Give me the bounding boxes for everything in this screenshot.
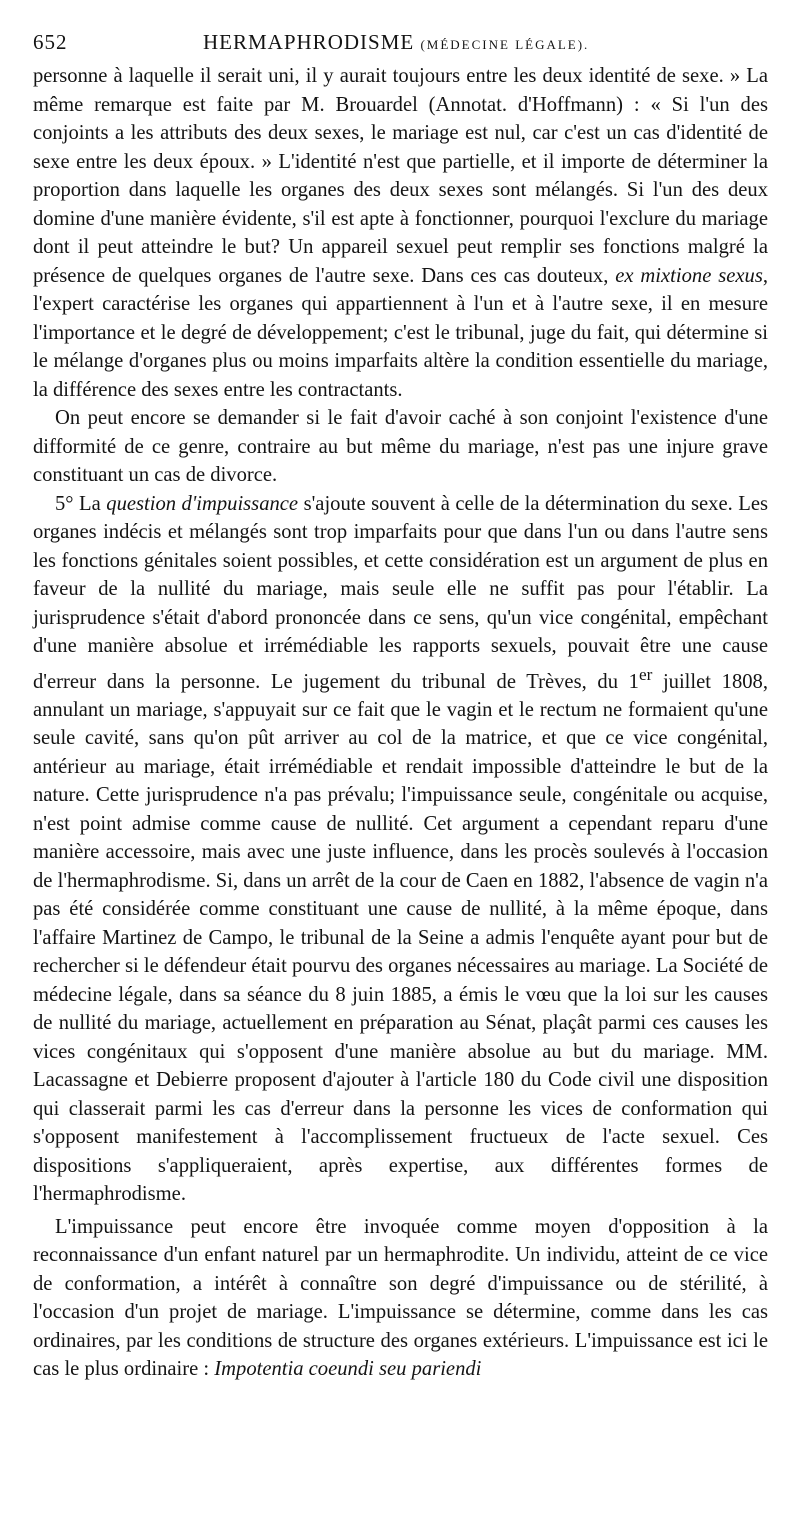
- book-page: [33, 22, 768, 1384]
- running-subtitle: (MÉDECINE LÉGALE).: [420, 37, 590, 52]
- body-text: [33, 62, 768, 1384]
- section-heading-italic: question d'impuissance: [106, 492, 299, 515]
- section-number: 5° La: [55, 492, 107, 515]
- paragraph-1: [33, 62, 768, 404]
- latin-phrase-end: Impotentia coeundi seu pariendi: [214, 1358, 482, 1381]
- paragraph-3-text: s'ajoute souvent à celle de la détermination du sexe. Les organes indécis et mélangés sont trop imparfaits pour que dans l'un ou dans l'autre sens les fonctions génitales soient possibles, et cette considération est un argument de plus en faveur de la nullité du mariage, mais seule elle ne suffit pas pour l'établir. La jurisprudence s'était d'abord prononcée dans ce sens, qu'un vice congénital, empêchant d'une manière absolue et irrémédiable les rapports sexuels, pouvait être une cause d'erreur dans la personne. Le jugement du tribunal de Trèves, du 1: [33, 492, 768, 693]
- running-head: [203, 30, 589, 55]
- page-number: 652: [33, 30, 68, 54]
- running-title: HERMAPHRODISME: [203, 30, 415, 54]
- paragraph-1-text-cont: , l'expert caractérise les organes qui appartiennent à l'un et à l'autre sexe, il en mesure l'importance et le degré de développement; c'est le tribunal, juge du fait, qui détermine si le mélange d'organes plus ou moins imparfaits altère la condition essentielle du mariage, la différence des sexes entre les contractants.: [33, 264, 768, 401]
- ordinal-suffix: er: [638, 664, 653, 684]
- page-header: [33, 22, 768, 62]
- latin-phrase: ex mixtione sexus: [615, 264, 763, 287]
- paragraph-2: [33, 404, 768, 490]
- paragraph-1-text: personne à laquelle il serait uni, il y aurait toujours entre les deux identité de sexe. » La même remarque est faite par M. Brouardel (Annotat. d'Hoffmann) : « Si l'un des conjoints a les attributs des deux sexes, le mariage est nul, car c'est un cas d'identité de sexe entre les deux époux. » L'identité n'est que partielle, et il importe de déterminer la proportion dans laquelle les organes des deux sexes sont mélangés. Si l'un des deux domine d'une manière évidente, s'il est apte à fonctionner, pourquoi l'exclure du mariage dont il peut atteindre le but? Un appareil sexuel peut remplir ses fonctions malgré la présence de quelques organes de l'autre sexe. Dans ces cas douteux,: [33, 65, 768, 287]
- paragraph-3: [33, 490, 768, 1209]
- paragraph-2-text: On peut encore se demander si le fait d'avoir caché à son conjoint l'existence d'une difformité de ce genre, contraire au but même du mariage, n'est pas une injure grave constituant un cas de divorce.: [33, 407, 768, 486]
- paragraph-4: [33, 1213, 768, 1384]
- paragraph-4-text: L'impuissance peut encore être invoquée comme moyen d'opposition à la reconnaissance d'un enfant naturel par un hermaphrodite. Un individu, atteint de ce vice de conformation, a intérêt à connaître son degré d'impuissance ou de stérilité, à l'occasion d'un projet de mariage. L'impuissance se détermine, comme dans les cas ordinaires, par les conditions de structure des organes extérieurs. L'impuissance est ici le cas le plus ordinaire :: [33, 1215, 768, 1381]
- paragraph-3-text-cont: juillet 1808, annulant un mariage, s'appuyait sur ce fait que le vagin et le rectum ne formaient qu'une seule cavité, sans qu'on pût arriver au col de la matrice, et que ce vice congénital, antérieur au mariage, était irrémédiable et rendait impossible d'atteindre le but de la nature. Cette jurisprudence n'a pas prévalu; l'impuissance seule, congénitale ou acquise, n'est point admise comme cause de nullité. Cet argument a cependant reparu d'une manière accessoire, mais avec une juste influence, dans les procès soulevés à l'occasion de l'hermaphrodisme. Si, dans un arrêt de la cour de Caen en 1882, l'absence de vagin n'a pas été considérée comme constituant une cause de nullité, à la même époque, dans l'affaire Martinez de Campo, le tribunal de la Seine a admis l'enquête ayant pour but de rechercher si le défendeur était pourvu des organes nécessaires au mariage. La Société de médecine légale, dans sa séance du 8 juin 1885, a émis le vœu que la loi sur les causes de nullité du mariage, actuellement en préparation au Sénat, plaçât parmi ces causes les vices congénitaux qui s'opposent d'une manière absolue au but du mariage. MM. Lacassagne et Debierre proposent d'ajouter à l'article 180 du Code civil une disposition qui classerait parmi les cas d'erreur dans la personne les vices de conformation qui s'opposent manifestement à l'accomplissement fructueux de l'acte sexuel. Ces dispositions s'appliqueraient, après expertise, aux différentes formes de l'hermaphrodisme.: [33, 670, 768, 1206]
